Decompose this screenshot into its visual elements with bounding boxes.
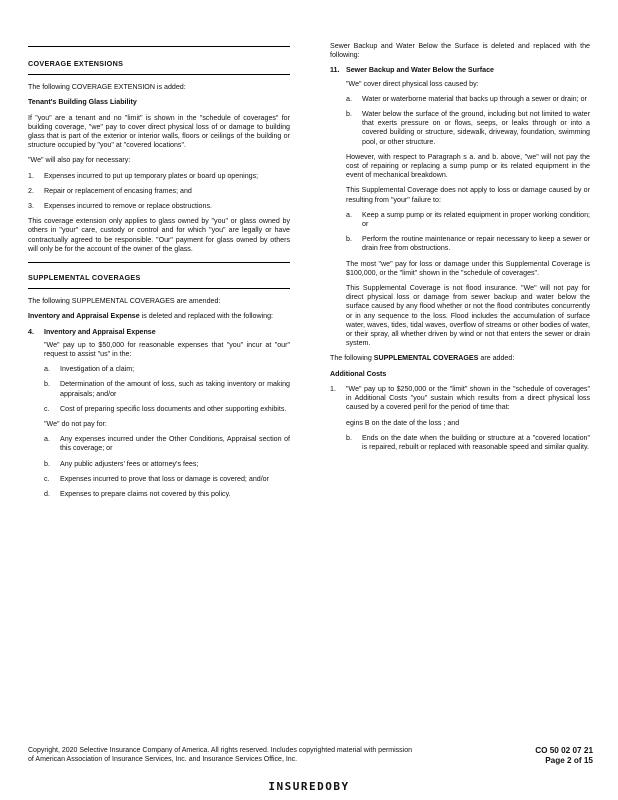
list-item: b. Perform the routine maintenance or repair necessary to keep a sewer or drain free from obstructions. xyxy=(346,235,590,253)
list-item: a. Water or waterborne material that backs up through a sewer or drain; or xyxy=(346,94,587,103)
copyright-notice: Copyright, 2020 Selective Insurance Company of America. All rights reserved. Includes copyrighted material with permission of American Association of Insurance Services, Inc. and Insurance Services Office, Inc. xyxy=(28,747,413,763)
item-11-heading: 11. Sewer Backup and Water Below the Surface xyxy=(330,66,494,75)
list-item: d. Expenses to prepare claims not covered by this policy. xyxy=(44,490,231,499)
list-item: a. Investigation of a claim; xyxy=(44,365,135,374)
form-info xyxy=(493,746,593,766)
list-item: c. Cost of preparing specific loss documents and other supporting exhibits. xyxy=(44,404,287,413)
does-not-apply-paragraph: This Supplemental Coverage does not apply to loss or damage caused by or resulting from "your" failure to: xyxy=(346,186,590,204)
added-intro: The following SUPPLEMENTAL COVERAGES are added: xyxy=(330,354,515,363)
will-also-pay: "We" will also pay for necessary: xyxy=(28,156,131,165)
section-rule xyxy=(28,262,290,263)
heading-rule xyxy=(28,288,290,289)
exclusion-list xyxy=(44,435,290,499)
sewer-intro: Sewer Backup and Water Below the Surface is deleted and replaced with the following: xyxy=(330,42,590,60)
item-b-ends: b. Ends on the date when the building or structure at a "covered location" is repaired, rebuilt or replaced with reasonable speed and similar quality. xyxy=(346,433,590,451)
tenant-glass-paragraph: If "you" are a tenant and no "limit" is shown in the "schedule of coverages" for building coverage, "we" pay to cover direct physical loss of or damage to building glass that is part of the exterior or interior walls, floors or ceilings of the building or structure occupied by "you" at "covered locations". xyxy=(28,113,290,150)
left-column xyxy=(28,40,290,505)
brand-watermark: INSUREDOBY xyxy=(268,780,350,793)
applies-paragraph: This coverage extension only applies to glass owned by "you" or glass owned by others in "your" care, custody or control and for which "you" are legally or have contractually agreed to be responsible. "Our" payment for glass owned by others will only be for the account of the owner of the glass. xyxy=(28,217,290,253)
form-number: CO 50 02 07 21 xyxy=(535,746,593,755)
list-item: 1. Expenses incurred to put up temporary plates or board up openings; xyxy=(28,171,259,180)
coverage-extensions-heading: COVERAGE EXTENSIONS xyxy=(28,59,124,68)
list-item: b. Determination of the amount of loss, such as taking inventory or making appraisals; and/or xyxy=(44,380,290,398)
assist-list xyxy=(44,365,290,414)
top-rule xyxy=(28,46,290,47)
coverage-extension-intro: The following COVERAGE EXTENSION is added: xyxy=(28,83,186,92)
supplemental-intro: The following SUPPLEMENTAL COVERAGES are amended: xyxy=(28,297,221,306)
item-1: 1. "We" pay up to $250,000 or the "limit" shown in the "schedule of coverages" in Additional Costs "you" sustain which results from a direct physical loss caused by a covered peril for the period of time that: xyxy=(330,384,590,412)
item-11-paragraph: "We" cover direct physical loss caused by: xyxy=(346,79,479,88)
list-item: 2. Repair or replacement of encasing frames; and xyxy=(28,186,192,195)
failure-list xyxy=(346,211,590,254)
item-a-begins: egins B on the date of the loss ; and xyxy=(346,418,460,427)
inventory-deleted: Inventory and Appraisal Expense is deleted and replaced with the following: xyxy=(28,312,274,321)
heading-rule xyxy=(28,74,290,75)
right-column xyxy=(330,42,590,458)
list-item: a. Keep a sump pump or its related equipment in proper working condition; or xyxy=(346,210,590,229)
list-item: 3. Expenses incurred to remove or replace obstructions. xyxy=(28,202,212,211)
list-item: b. Water below the surface of the ground, including but not limited to water that exerts pressure on or flows, seeps, or leaks through or into a covered building or structure, sidewalk, driveway, foundation, swimming pool, or other structure. xyxy=(346,110,590,146)
item-4-paragraph: "We" pay up to $50,000 for reasonable expenses that "you" incur at "our" request to assist "us" in the: xyxy=(44,340,290,359)
most-we-pay-paragraph: The most "we" pay for loss or damage under this Supplemental Coverage is $100,000, or the "limit" shown in the "schedule of coverages". xyxy=(346,259,590,277)
do-not-pay: "We" do not pay for: xyxy=(44,420,107,429)
however-paragraph: However, with respect to Paragraph s a. and b. above, "we" will not pay the cost of repairing or replacing a sump pump or its related equipment in the event of mechanical breakdown. xyxy=(346,152,590,180)
list-item: c. Expenses incurred to prove that loss or damage is covered; and/or xyxy=(44,474,269,483)
cause-list xyxy=(346,95,590,147)
list-item: b. Any public adjusters' fees or attorney's fees; xyxy=(44,459,199,468)
page-number: Page 2 of 15 xyxy=(545,756,593,765)
tenant-glass-title: Tenant's Building Glass Liability xyxy=(28,98,137,107)
item-4-heading: 4. Inventory and Appraisal Expense xyxy=(28,327,156,336)
flood-paragraph: This Supplemental Coverage is not flood insurance. "We" will not pay for direct physical loss or damage from sewer backup and water below the surface caused by any flood whether or not the flood contributes concurrently or in any sequence to the loss. Flood includes the accumulation of surface water, waves, tides, tidal waves, overflow of streams or other bodies of water, or their spray, all whether driven by wind or not that enters the sewer or drain system. xyxy=(346,284,590,348)
additional-costs-title: Additional Costs xyxy=(330,369,387,378)
list-item: a. Any expenses incurred under the Other Conditions, Appraisal section of this coverage; or xyxy=(44,435,290,453)
supplemental-coverages-heading: SUPPLEMENTAL COVERAGES xyxy=(28,273,141,283)
necessary-list xyxy=(28,172,290,212)
